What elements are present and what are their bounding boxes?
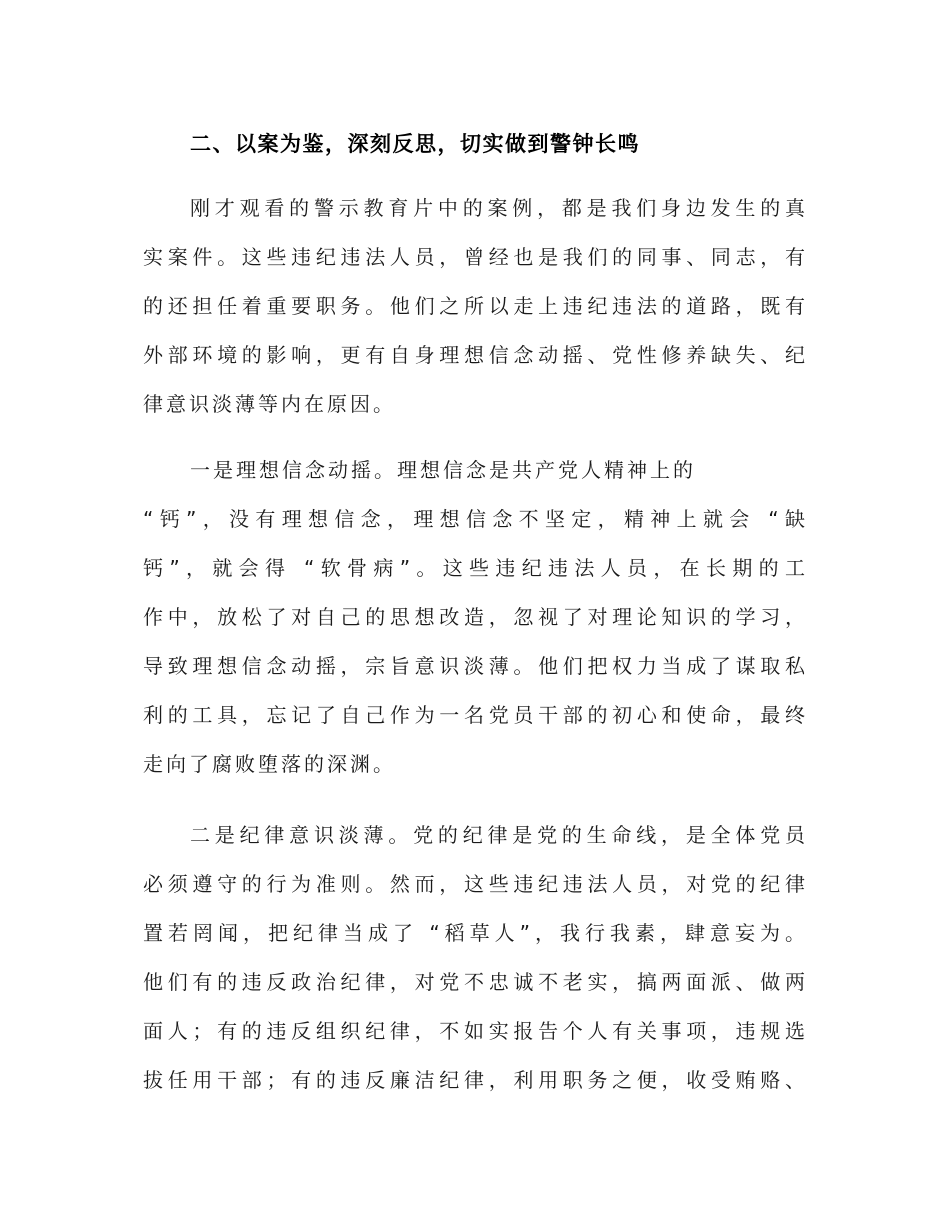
text-line: 二是纪律意识淡薄。党的纪律是党的生命线，是全体党员 xyxy=(190,823,808,847)
text-line: 面人；有的违反组织纪律，不如实报告个人有关事项，违规选 xyxy=(143,1019,808,1043)
text-line: 律意识淡薄等内在原因。 xyxy=(143,392,396,416)
text-line: 刚才观看的警示教育片中的案例，都是我们身边发生的真 xyxy=(190,196,808,220)
text-line: 钙”，就会得 “软骨病”。这些违纪违法人员，在长期的工 xyxy=(143,556,808,580)
text-line: 必须遵守的行为准则。然而，这些违纪违法人员，对党的纪律 xyxy=(143,872,808,896)
paragraph-ideals-wavering xyxy=(143,446,808,789)
text-line: 拔任用干部；有的违反廉洁纪律，利用职务之便，收受贿赂、 xyxy=(143,1068,808,1092)
text-line: 导致理想信念动摇，宗旨意识淡薄。他们把权力当成了谋取私 xyxy=(143,654,808,678)
text-line: 实案件。这些违纪违法人员，曾经也是我们的同事、同志，有 xyxy=(143,245,808,269)
text-line: 置若罔闻，把纪律当成了 “稻草人”，我行我素，肆意妄为。 xyxy=(143,921,808,945)
text-line: 利的工具，忘记了自己作为一名党员干部的初心和使命，最终 xyxy=(143,703,808,727)
paragraph-discipline-weak xyxy=(143,811,808,1105)
text-line: 走向了腐败堕落的深渊。 xyxy=(143,752,396,776)
paragraph-case-reflection xyxy=(143,184,808,429)
text-line: 作中，放松了对自己的思想改造，忽视了对理论知识的学习， xyxy=(143,605,808,629)
section-heading: 二、以案为鉴，深刻反思，切实做到警钟长鸣 xyxy=(190,132,640,156)
text-line: “钙”，没有理想信念，理想信念不坚定，精神上就会 “缺 xyxy=(143,507,808,531)
text-line: 外部环境的影响，更有自身理想信念动摇、党性修养缺失、纪 xyxy=(143,343,808,367)
text-line: 他们有的违反政治纪律，对党不忠诚不老实，搞两面派、做两 xyxy=(143,970,808,994)
text-line: 的还担任着重要职务。他们之所以走上违纪违法的道路，既有 xyxy=(143,294,808,318)
text-line: 一是理想信念动摇。理想信念是共产党人精神上的 xyxy=(190,458,696,482)
